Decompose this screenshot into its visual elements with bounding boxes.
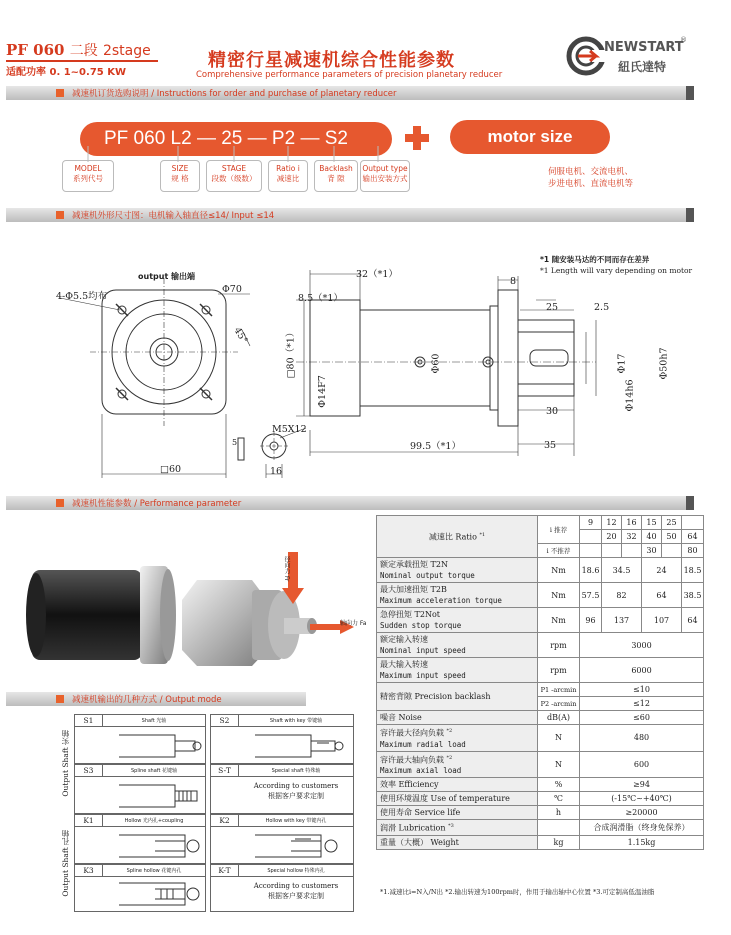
shaft-k1-icon xyxy=(115,831,205,861)
code-output-type: Output type 输出安装方式 xyxy=(360,160,410,192)
motor-size-pill: motor size xyxy=(450,120,610,154)
logo-registered: ® xyxy=(680,36,687,44)
dim-99-5: 99.5（*1） xyxy=(410,441,461,452)
table-row: 额定输入转速 Nominal input speed rpm 3000 xyxy=(377,633,704,658)
output-mode-k3: K3 Spline hollow 花键内孔 xyxy=(74,864,206,912)
table-row: i 不推荐 30 80 xyxy=(377,544,704,558)
code-backlash: Backlash 背 隙 xyxy=(314,160,358,192)
table-row: 急停扭矩 T2Not Sudden stop torque Nm 96 137 107 64 xyxy=(377,608,704,633)
reducer-product-photo xyxy=(22,540,362,680)
section-dimensions: 减速机外形尺寸图：电机输入轴直径≤14/ Input ≤14 xyxy=(6,208,694,222)
solid-shaft-label: Output Shaft 实轴 xyxy=(61,730,70,797)
ratio-nonrec-label: i 不推荐 xyxy=(538,544,580,558)
dim-32: 32（*1） xyxy=(356,269,398,280)
page-subtitle: Comprehensive performance parameters of precision planetary reducer xyxy=(196,70,503,80)
section-marker xyxy=(56,89,64,97)
ratio-rec-label: i 推荐 xyxy=(538,516,580,544)
section-marker xyxy=(56,695,64,703)
table-row: 最大加速扭矩 T2B Maximum acceleration torque Nm 57.5 82 64 38.5 xyxy=(377,583,704,608)
performance-table xyxy=(376,515,704,850)
side-view-drawing xyxy=(296,270,636,470)
power-range: 适配功率 0. 1~0.75 KW xyxy=(6,67,126,78)
section-output: 减速机输出的几种方式 / Output mode xyxy=(6,692,306,706)
table-footnote: *1.减速比i=N入/N出 *2.输出转速为100rpm时，作用于输出轴中心位置 *3.可定制高低温油脂 xyxy=(380,888,655,896)
dim-35: 35 xyxy=(544,440,557,451)
output-mode-k2: K2 Hollow with key 带键内孔 xyxy=(210,814,354,864)
section-order: 减速机订货选购说明 / Instructions for order and purchase of planetary reducer xyxy=(6,86,694,100)
title-underline xyxy=(6,60,158,62)
dim-holes: 4-Φ5.5均布 xyxy=(56,291,108,302)
dim-sq80: □80（*1） xyxy=(285,327,297,379)
output-end-label: output 输出端 xyxy=(138,272,196,281)
dim-5: 5 xyxy=(232,438,238,447)
page-title: 精密行星减速机综合性能参数 xyxy=(208,50,455,71)
output-mode-kt: K-T Special hollow 特殊内孔 According to customers 根据客户要求定制 xyxy=(210,864,354,912)
dim-sq60: □60 xyxy=(160,464,182,475)
table-row: 重量（大概） Weight kg 1.15kg xyxy=(377,835,704,849)
radial-force-label: 径向力 Fr xyxy=(283,556,290,582)
table-row: 减速比 Ratio $^{*1}$ i 推荐 9 12 16 15 25 xyxy=(377,516,704,530)
axial-force-label: 轴向力 Fa xyxy=(340,620,367,627)
note-1-en: *1 Length will vary depending on motor xyxy=(540,266,693,275)
dim-8: 8 xyxy=(510,276,517,287)
shaft-k2-icon xyxy=(251,831,351,861)
output-mode-k1: K1 Hollow 光内孔+coupling xyxy=(74,814,206,864)
output-mode-s3: S3 Spline shaft 花键轴 xyxy=(74,764,206,814)
table-row: 润滑 Lubrication $^{*3}$ 合成润滑脂（终身免保养） xyxy=(377,820,704,836)
table-row: 最大输入转速 Maximum input speed rpm 6000 xyxy=(377,658,704,683)
dim-2-5: 2.5 xyxy=(594,302,610,313)
hollow-shaft-label: Output Shaft 孔轴 xyxy=(61,830,70,897)
table-row: 噪音 Noise dB(A) ≤60 xyxy=(377,711,704,725)
ratio-label: 减速比 Ratio $^{*1}$ xyxy=(377,516,538,558)
model-code-pill: PF 060 L2 — 25 — P2 — S2 xyxy=(80,122,392,156)
output-mode-s1: S1 Shaft 光轴 xyxy=(74,714,206,764)
dim-phi14-f7: Φ14F7 xyxy=(316,375,328,408)
dim-25: 25 xyxy=(546,302,559,313)
table-row: 使用环境温度 Use of temperature ℃ (-15℃~+40℃) xyxy=(377,792,704,806)
dim-phi14-h6: Φ14h6 xyxy=(624,379,636,412)
motor-types: 伺服电机、交流电机、 步进电机、直流电机等 xyxy=(548,167,634,189)
shaft-s3-icon xyxy=(115,781,205,811)
code-size: SIZE 规 格 xyxy=(160,160,200,192)
dim-angle: 45° xyxy=(231,325,250,346)
table-row: 效率 Efficiency % ≥94 xyxy=(377,778,704,792)
code-model: MODEL 系列代号 xyxy=(62,160,114,192)
table-row: 额定承载扭矩 T2N Nominal output torque Nm 18.6 34.5 24 18.5 xyxy=(377,558,704,583)
code-ratio: Ratio i 减速比 xyxy=(268,160,308,192)
logo-name-cn: 紐氏達特 xyxy=(618,60,667,74)
table-row: 20 32 40 50 64 xyxy=(377,530,704,544)
code-stage: STAGE 段数（级数） xyxy=(206,160,262,192)
model-title: PF 060 二段 2stage xyxy=(6,41,151,59)
code-connectors xyxy=(60,146,420,162)
output-mode-s2: S2 Shaft with key 带键轴 xyxy=(210,714,354,764)
table-row: 容许最大轴向负载 $^{*2}$ Maximum axial load N 600 xyxy=(377,751,704,778)
section-marker xyxy=(56,499,64,507)
section-marker xyxy=(56,211,64,219)
dim-phi60: Φ60 xyxy=(430,353,442,374)
shaft-s2-icon xyxy=(251,731,351,761)
table-row: 容许最大径向负载 $^{*2}$ Maximum radial load N 480 xyxy=(377,725,704,752)
note-1-cn: *1 随安装马达的不同而存在差异 xyxy=(540,255,650,264)
dim-phi17: Φ17 xyxy=(616,353,628,374)
shaft-k3-icon xyxy=(115,879,205,909)
dim-8-5: 8.5（*1） xyxy=(298,293,343,304)
dim-30: 30 xyxy=(546,406,559,417)
dim-m5: M5X12 xyxy=(272,424,307,435)
dim-phi70: Φ70 xyxy=(222,284,242,295)
logo-name: NEWSTART xyxy=(604,40,684,55)
dim-16: 16 xyxy=(270,466,283,477)
dim-phi50: Φ50h7 xyxy=(658,347,670,380)
table-row: 使用寿命 Service life h ≥20000 xyxy=(377,806,704,820)
section-performance: 减速机性能参数 / Performance parameter xyxy=(6,496,694,510)
output-mode-st: S-T Special shaft 特殊轴 According to customers 根据客户要求定制 xyxy=(210,764,354,814)
shaft-s1-icon xyxy=(115,731,205,761)
newstart-logo-icon xyxy=(566,36,606,76)
table-row: P2 -arcmin ≤12 xyxy=(377,697,704,711)
table-row: 精密背隙 Precision backlash P1 -arcmin ≤10 xyxy=(377,683,704,697)
